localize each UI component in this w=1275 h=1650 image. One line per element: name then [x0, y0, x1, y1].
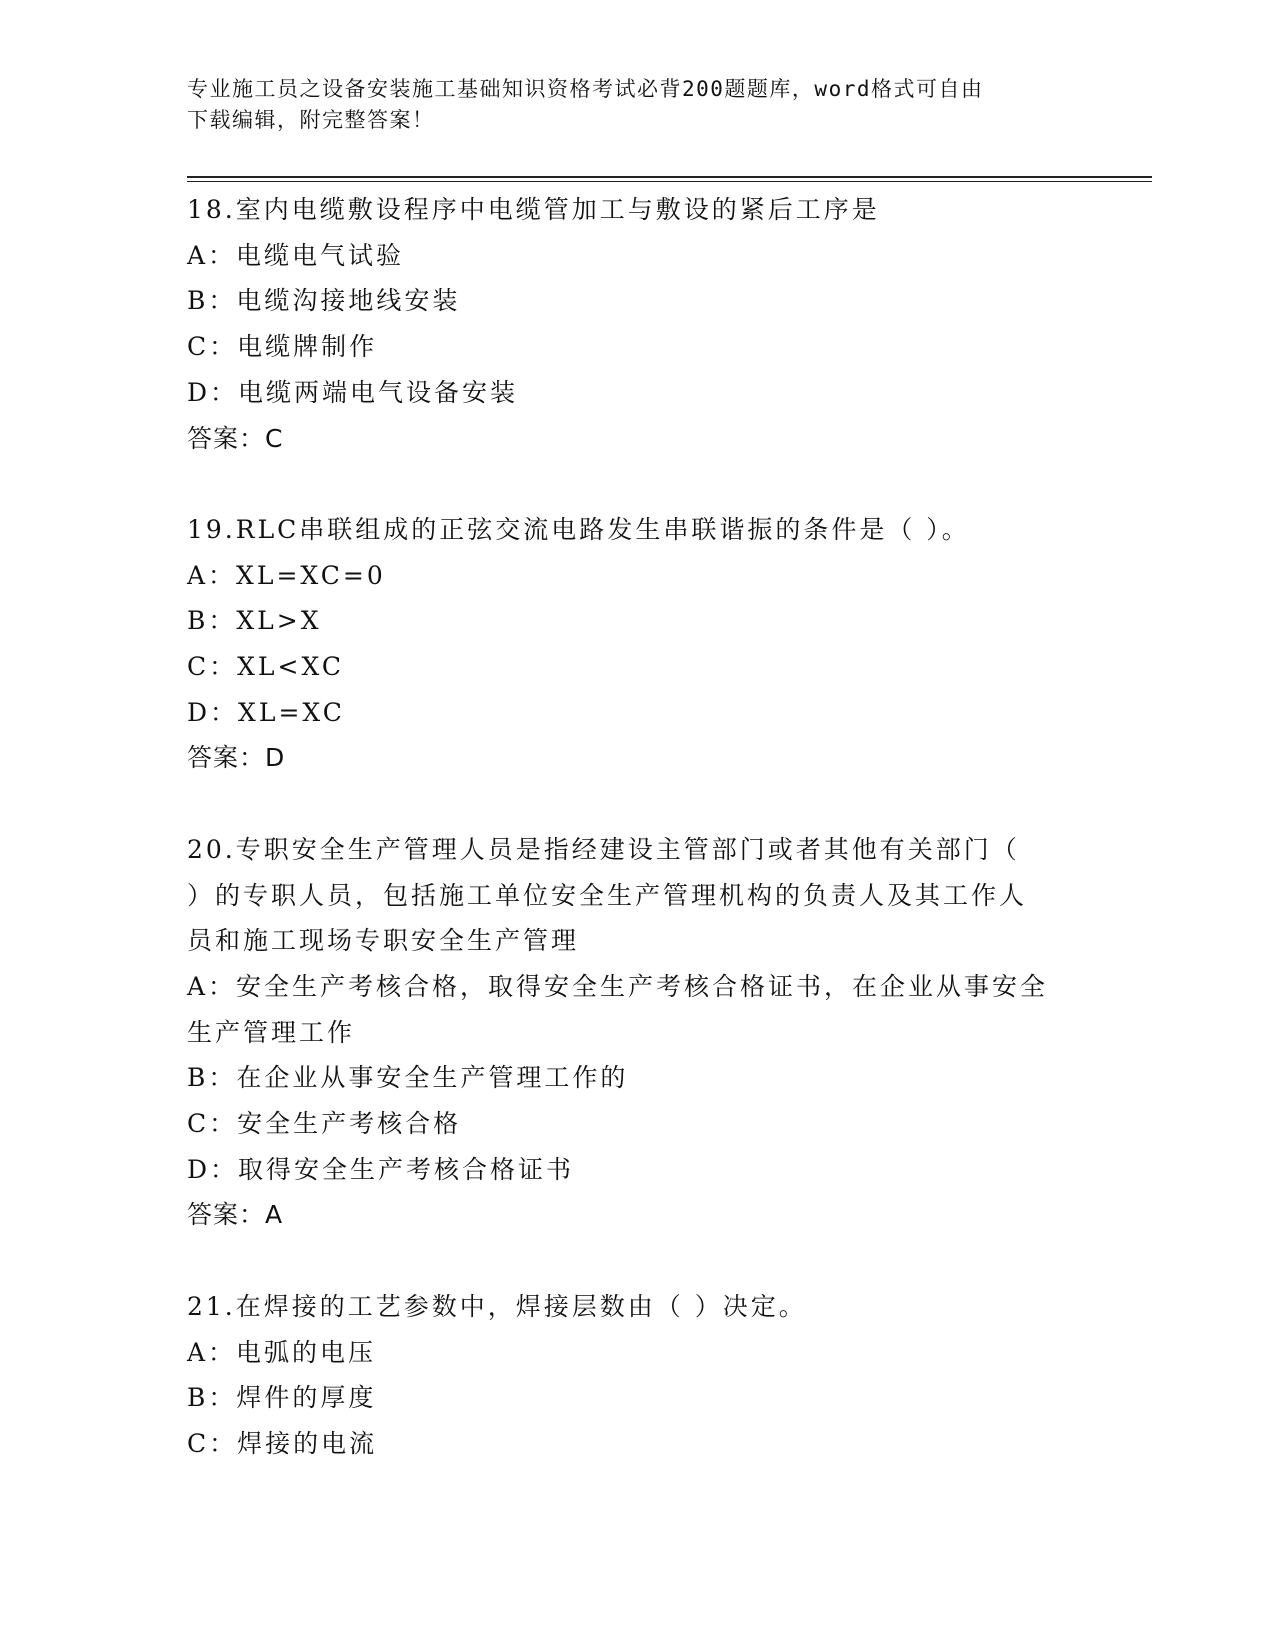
header-divider-thick — [187, 176, 1152, 178]
option-b: B：电缆沟接地线安装 — [187, 286, 461, 316]
answer-line: 答案：A — [187, 1200, 284, 1230]
spacer — [187, 781, 1087, 827]
option-c: C：XL<XC — [187, 652, 344, 682]
option-b: B：在企业从事安全生产管理工作的 — [187, 1063, 629, 1093]
header-line-2: 下载编辑，附完整答案！ — [187, 108, 435, 132]
question-stem: 19.RLC串联组成的正弦交流电路发生串联谐振的条件是（ ）。 — [187, 514, 970, 544]
question-stem: 21.在焊接的工艺参数中，焊接层数由（ ）决定。 — [187, 1291, 807, 1321]
option-d: D：电缆两端电气设备安装 — [187, 377, 519, 407]
question-list — [187, 187, 1087, 1467]
answer-line: 答案：C — [187, 423, 284, 453]
option-b: B：XL>X — [187, 606, 322, 636]
question-stem-line-1: 20.专职安全生产管理人员是指经建设主管部门或者其他有关部门（ — [187, 834, 1020, 864]
document-header — [187, 74, 1067, 136]
question-21 — [187, 1284, 1087, 1467]
option-a: A：电缆电气试验 — [187, 240, 405, 270]
question-stem-line-2: ）的专职人员，包括施工单位安全生产管理机构的负责人及其工作人 — [187, 880, 1028, 910]
option-a-line-2: 生产管理工作 — [187, 1017, 356, 1047]
option-d: D：取得安全生产考核合格证书 — [187, 1154, 575, 1184]
option-c: C：电缆牌制作 — [187, 332, 378, 362]
question-20 — [187, 827, 1087, 1238]
question-stem-line-3: 员和施工现场专职安全生产管理 — [187, 926, 580, 956]
header-line-1: 专业施工员之设备安装施工基础知识资格考试必背200题题库，word格式可自由 — [187, 77, 984, 101]
spacer — [187, 1238, 1087, 1284]
option-c: C：安全生产考核合格 — [187, 1109, 462, 1139]
option-a: A：XL=XC=0 — [187, 560, 386, 590]
spacer — [187, 461, 1087, 507]
option-b: B：焊件的厚度 — [187, 1383, 377, 1413]
header-divider-thin — [187, 181, 1152, 182]
answer-line: 答案：D — [187, 743, 286, 773]
option-a: A：电弧的电压 — [187, 1337, 377, 1367]
question-stem: 18.室内电缆敷设程序中电缆管加工与敷设的紧后工序是 — [187, 195, 880, 224]
option-c: C：焊接的电流 — [187, 1428, 378, 1458]
question-18 — [187, 187, 1087, 461]
option-d: D：XL=XC — [187, 697, 345, 727]
question-19 — [187, 507, 1087, 781]
option-a-line-1: A：安全生产考核合格，取得安全生产考核合格证书，在企业从事安全 — [187, 971, 1049, 1001]
